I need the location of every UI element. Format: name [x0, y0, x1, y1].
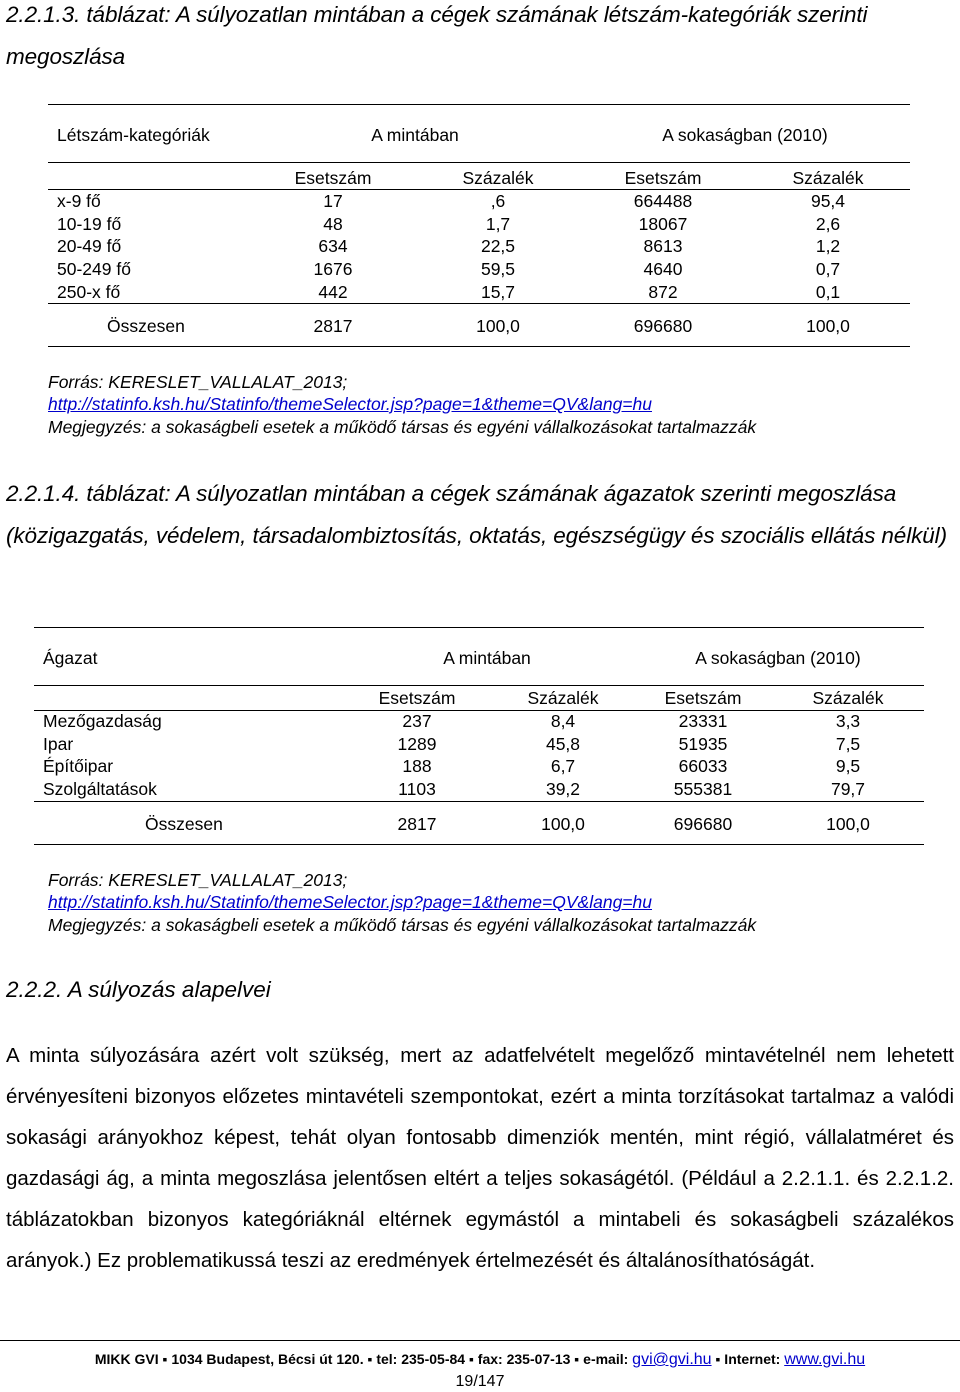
table2-head-rule [34, 685, 924, 686]
footer-rule [0, 1340, 960, 1341]
footer-internet-label: ▪ Internet: [711, 1351, 785, 1367]
row-sample-count: 634 [318, 236, 348, 257]
table2-sub-rule [34, 710, 924, 711]
page-number: 19/147 [455, 1373, 505, 1390]
table1-total-n: 2817 [313, 316, 353, 336]
row-population-percent: 1,2 [815, 236, 841, 257]
row-sample-percent: 15,7 [480, 281, 516, 302]
table1-total-pct: 100,0 [476, 316, 520, 336]
table2-note: Megjegyzés: a sokaságbeli esetek a működő társas és egyéni vállalkozásokat tartalmazzák [48, 915, 757, 935]
row-population-percent: 7,5 [835, 733, 861, 754]
footer-email-link[interactable]: gvi@gvi.hu [632, 1351, 712, 1368]
row-population-percent: 2,6 [815, 213, 841, 234]
table2-head-sample: A mintában [443, 648, 531, 668]
table1-sub-percent-sample: Százalék [462, 168, 534, 188]
row-label: Mezőgazdaság [43, 711, 162, 731]
row-population-count: 555381 [673, 779, 733, 800]
row-population-count: 18067 [638, 213, 688, 234]
table1-total-pop-n: 696680 [633, 316, 693, 336]
row-population-percent: 3,3 [835, 711, 861, 731]
table1-sub-percent-pop: Százalék [792, 168, 864, 188]
row-population-count: 4640 [643, 259, 683, 280]
footer-contact [0, 1349, 960, 1370]
row-population-count: 8613 [643, 236, 683, 257]
table1-sub-rule [48, 189, 910, 190]
table1-head-sample: A mintában [371, 125, 459, 145]
row-sample-percent: ,6 [490, 191, 506, 211]
row-sample-percent: 22,5 [480, 236, 516, 257]
table2-total-label: Összesen [145, 814, 223, 834]
row-population-count: 23331 [678, 711, 728, 731]
table1-sub-count-sample: Esetszám [294, 168, 372, 188]
row-sample-percent: 45,8 [545, 733, 581, 754]
row-sample-percent: 59,5 [480, 259, 516, 280]
paragraph-body: A minta súlyozására azért volt szükség, mert az adatfelvételt megelőző mintavételnél nem lehetett érvényesíteni bizonyos előzetes mintavételi szempontokat, ezért a minta torzításokat tartalmaz a valódi sokasági arányokhoz képest, tehát olyan fontosabb dimenziók mentén, mint régió, vállalatméret és gazdasági ág, a minta megoszlása jelentősen eltért a teljes sokaságétól. (Például a 2.2.1.1. és 2.2.1.2. táblázatokban bizonyos kategóriáknál eltérnek egymástól a mintabeli és sokaságbeli százalékos [6, 1044, 954, 1231]
section-paragraph [6, 1035, 954, 1281]
table2-total-pct: 100,0 [541, 814, 585, 834]
footer-org: MIKK GVI ▪ 1034 Budapest, Bécsi út 120. ▪ tel: 235-05-84 ▪ fax: 235-07-13 ▪ e-mail: [94, 1351, 633, 1367]
table2-sub-count-pop: Esetszám [664, 688, 742, 708]
row-label: 250-x fő [57, 281, 121, 302]
row-label: 20-49 fő [57, 236, 122, 257]
row-sample-count: 188 [402, 756, 432, 777]
row-population-percent: 95,4 [810, 191, 846, 211]
section-heading: 2.2.2. A súlyozás alapelvei [6, 977, 271, 1002]
row-label: Építőipar [43, 756, 114, 777]
table2-total-pop-n: 696680 [673, 814, 733, 834]
table1-head-population: A sokaságban (2010) [662, 125, 828, 145]
row-sample-percent: 8,4 [550, 711, 576, 731]
table1-body-rule [48, 303, 910, 304]
row-sample-percent: 39,2 [545, 779, 581, 800]
row-population-count: 664488 [633, 191, 693, 211]
table2-bottom-rule [34, 844, 924, 845]
table1-head-rule [48, 162, 910, 163]
table1-source: Forrás: KERESLET_VALLALAT_2013; [48, 372, 348, 392]
table1-total-label: Összesen [107, 316, 185, 336]
row-label: 10-19 fő [57, 213, 122, 234]
table2-total-pop-pct: 100,0 [826, 814, 870, 834]
row-sample-count: 1289 [397, 733, 437, 754]
row-population-percent: 79,7 [830, 779, 866, 800]
row-sample-percent: 1,7 [485, 213, 511, 234]
row-population-count: 872 [648, 281, 678, 302]
table2-sub-percent-sample: Százalék [527, 688, 599, 708]
row-population-percent: 0,7 [815, 259, 841, 280]
table1-total-pop-pct: 100,0 [806, 316, 850, 336]
row-population-count: 66033 [678, 756, 728, 777]
table1-caption: 2.2.1.3. táblázat: A súlyozatlan mintában a cégek számának létszám-kategóriák szerinti megoszlása [6, 2, 868, 69]
table1-source-link[interactable]: http://statinfo.ksh.hu/Statinfo/themeSelector.jsp?page=1&theme=QV&lang=hu [48, 394, 652, 414]
table2-sub-percent-pop: Százalék [812, 688, 884, 708]
table2-source-link[interactable]: http://statinfo.ksh.hu/Statinfo/themeSelector.jsp?page=1&theme=QV&lang=hu [48, 892, 652, 912]
table1-top-rule [48, 104, 910, 105]
footer-web-link[interactable]: www.gvi.hu [784, 1351, 866, 1368]
row-sample-count: 1103 [398, 779, 436, 800]
row-sample-count: 48 [323, 213, 343, 234]
table1-bottom-rule [48, 346, 910, 347]
row-sample-count: 442 [318, 281, 348, 302]
table1-note: Megjegyzés: a sokaságbeli esetek a működő társas és egyéni vállalkozásokat tartalmazzák [48, 417, 757, 437]
table2-top-rule [34, 627, 924, 628]
table2-caption: 2.2.1.4. táblázat: A súlyozatlan mintában a cégek számának ágazatok szerinti megoszlása (közigazgatás, védelem, társadalombiztosítás, oktatás, egészségügy és szociális ellátás nélkül) [6, 481, 947, 548]
table2-head-population: A sokaságban (2010) [695, 648, 861, 668]
table2-total-n: 2817 [397, 814, 437, 834]
table2-body-rule [34, 801, 924, 802]
row-label: Szolgáltatások [43, 779, 157, 800]
row-population-count: 51935 [678, 733, 728, 754]
row-sample-count: 17 [323, 191, 343, 211]
table1-head-category: Létszám-kategóriák [57, 125, 210, 145]
paragraph-last-line: arányok.) Ez problematikussá teszi az eredmények értelmezését és általánosíthatóságát. [6, 1249, 816, 1272]
row-sample-count: 1676 [313, 259, 353, 280]
row-label: x-9 fő [57, 191, 101, 211]
table1-sub-count-pop: Esetszám [624, 168, 702, 188]
table2-sub-count-sample: Esetszám [378, 688, 456, 708]
row-sample-percent: 6,7 [550, 756, 576, 777]
row-population-percent: 9,5 [835, 756, 861, 777]
table2-head-category: Ágazat [43, 648, 98, 668]
row-sample-count: 237 [402, 711, 432, 731]
row-label: 50-249 fő [57, 259, 131, 280]
table2-source: Forrás: KERESLET_VALLALAT_2013; [48, 870, 348, 890]
row-label: Ipar [43, 733, 74, 754]
row-population-percent: 0,1 [815, 281, 841, 302]
